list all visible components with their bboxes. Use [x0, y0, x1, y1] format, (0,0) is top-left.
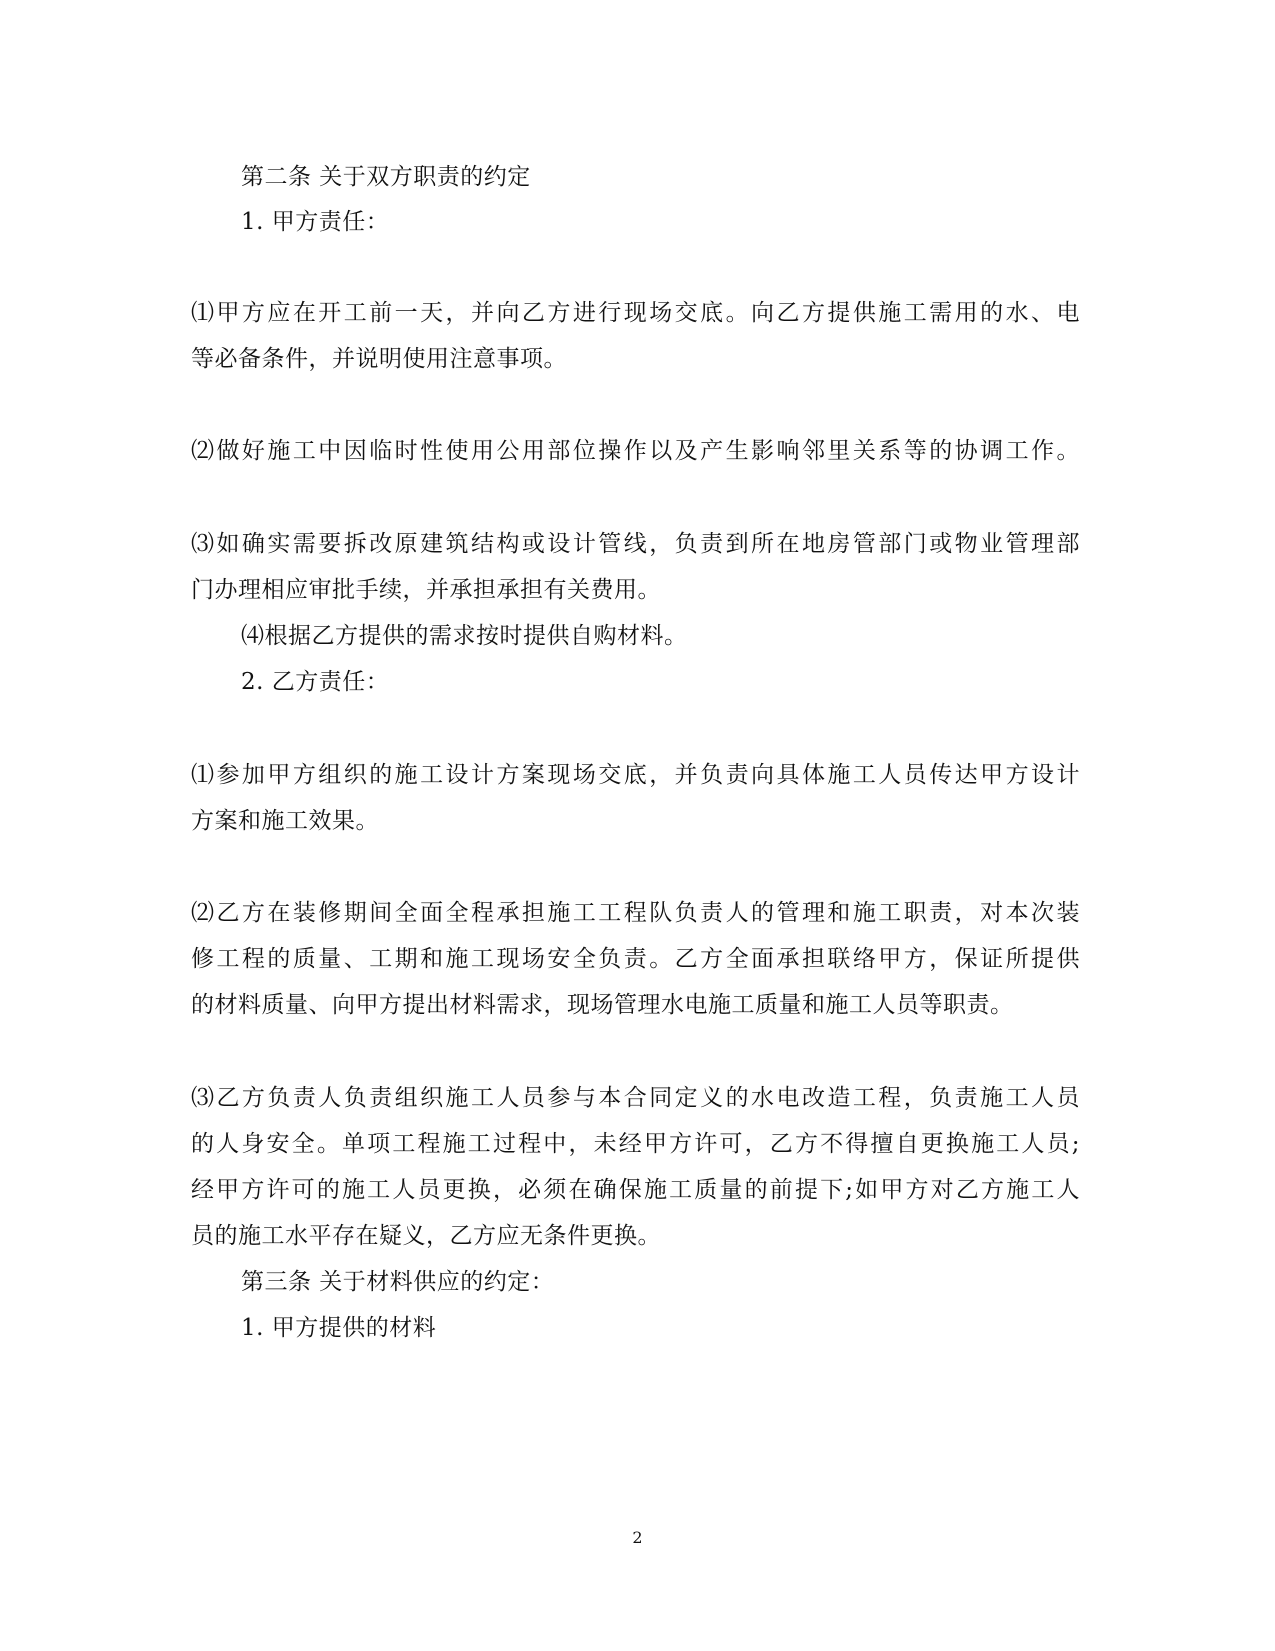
section-heading-materials: 1. 甲方提供的材料	[241, 1315, 437, 1341]
paragraph-line: 等必备条件，并说明使用注意事项。	[191, 346, 567, 372]
section-heading-party-a: 1. 甲方责任：	[241, 209, 390, 235]
paragraph-line: ⑶如确实需要拆改原建筑结构或设计管线，负责到所在地房管部门或物业管理部	[191, 531, 1080, 557]
paragraph-line: ⑵乙方在装修期间全面全程承担施工工程队负责人的管理和施工职责，对本次装	[191, 900, 1080, 926]
page-number: 2	[632, 1528, 643, 1547]
paragraph-line: ⑴参加甲方组织的施工设计方案现场交底，并负责向具体施工人员传达甲方设计	[191, 762, 1080, 788]
paragraph-line: ⑵做好施工中因临时性使用公用部位操作以及产生影响邻里关系等的协调工作。	[191, 438, 1080, 464]
paragraph-line: ⑴甲方应在开工前一天，并向乙方进行现场交底。向乙方提供施工需用的水、电	[191, 300, 1080, 326]
paragraph-line: 员的施工水平存在疑义，乙方应无条件更换。	[191, 1223, 661, 1249]
paragraph-line: ⑷根据乙方提供的需求按时提供自购材料。	[241, 623, 688, 649]
paragraph-line: 的人身安全。单项工程施工过程中，未经甲方许可，乙方不得擅自更换施工人员;	[191, 1131, 1080, 1157]
paragraph-line: 方案和施工效果。	[191, 808, 379, 834]
paragraph-line: 修工程的质量、工期和施工现场安全负责。乙方全面承担联络甲方，保证所提供	[191, 946, 1080, 972]
section-heading-party-b: 2. 乙方责任：	[241, 669, 390, 695]
paragraph-line: 门办理相应审批手续，并承担承担有关费用。	[191, 577, 661, 603]
article-heading-3: 第三条 关于材料供应的约定：	[241, 1269, 555, 1295]
article-heading-2: 第二条 关于双方职责的约定	[241, 164, 531, 190]
paragraph-line: 经甲方许可的施工人员更换，必须在确保施工质量的前提下;如甲方对乙方施工人	[191, 1177, 1080, 1203]
paragraph-line: 的材料质量、向甲方提出材料需求，现场管理水电施工质量和施工人员等职责。	[191, 992, 1014, 1018]
paragraph-line: ⑶乙方负责人负责组织施工人员参与本合同定义的水电改造工程，负责施工人员	[191, 1085, 1080, 1111]
